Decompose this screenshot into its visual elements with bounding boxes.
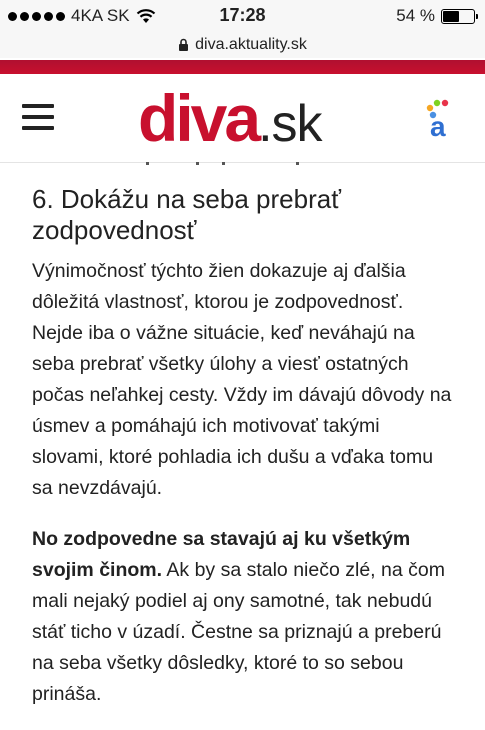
clock: 17:28 <box>219 5 266 25</box>
carrier-name: 4KA SK <box>71 6 130 25</box>
paragraph-2 <box>32 524 452 710</box>
paragraph-2-text: Ak by sa stalo niečo zlé, na čom mali nejaký podiel aj ony samotné, tak nebudú stáť ticho v úzadí. Čestne sa priznajú a preberú na seba všetky dôsledky, ktoré to so sebou prináša. <box>32 559 445 705</box>
battery-percent: 54 % <box>396 6 435 25</box>
svg-text:a: a <box>430 111 446 140</box>
logo-tld: .sk <box>258 95 322 153</box>
paragraph-1: Výnimočnosť týchto žien dokazuje aj ďalšia dôležitá vlastnosť, ktorou je zodpovednosť. Nejde iba o vážne situácie, keď neváhajú na seba prebrať všetky úlohy a viesť ostatných počas neľahkej cesty. Vždy im dávajú dôvody na úsmev a pomáhajú ich motivovať takými slovami, ktoré pohladia ich dušu a vďaka tomu sa nevzdávajú. <box>32 260 452 499</box>
address-bar[interactable] <box>0 32 485 58</box>
paragraph-2-bold: No zodpovedne sa stavajú aj ku všetkým svojim činom. <box>32 528 411 581</box>
battery-icon <box>441 9 475 24</box>
battery-info <box>396 6 475 26</box>
section-heading: 6. Dokážu na seba prebrať zodpovednosť <box>32 184 341 245</box>
lock-icon <box>178 38 189 52</box>
brand-stripe <box>0 60 485 74</box>
url-text: diva.aktuality.sk <box>195 36 307 53</box>
article-body <box>32 162 452 730</box>
menu-icon[interactable] <box>22 104 54 130</box>
status-bar <box>0 0 485 32</box>
logo-brand: diva <box>138 81 259 155</box>
site-header <box>0 74 485 163</box>
aktuality-logo-icon[interactable] <box>422 98 458 140</box>
site-logo[interactable] <box>138 80 322 155</box>
